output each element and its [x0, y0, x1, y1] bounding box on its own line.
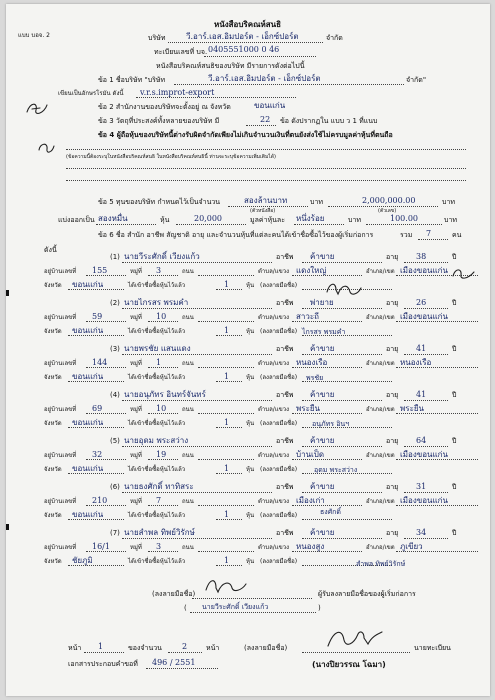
- address-label: อยู่บ้านเลขที่: [44, 360, 77, 367]
- sign-note-label: (ลงลายมือชื่อ): [260, 466, 298, 473]
- fill-line: [198, 505, 254, 506]
- shares-taken-label: ได้เข้าชื่อซื้อหุ้นไว้แล้ว: [128, 328, 186, 335]
- fill-line: [292, 275, 362, 276]
- fill-line: [302, 308, 382, 309]
- promoter-shares: 1: [224, 464, 230, 473]
- promoter-occupation: ค้าขาย: [310, 436, 335, 445]
- shares-taken-label: ได้เข้าชื่อซื้อหุ้นไว้แล้ว: [128, 420, 186, 427]
- promoter-number: (5): [110, 437, 120, 445]
- sign-note-label: (ลงลายมือชื่อ): [260, 420, 298, 427]
- fill-line: [86, 459, 126, 460]
- promoter-province: ขอนแก่น: [72, 372, 104, 381]
- company-label: บริษัท: [148, 34, 166, 42]
- district-label: อำเภอ/เขต: [366, 360, 395, 367]
- promoter-5-signature: อุดม พระสว่าง: [314, 466, 358, 474]
- promoter-shares: 1: [224, 326, 230, 335]
- province-label: จังหวัด: [44, 512, 62, 519]
- footer-doc-number: 496 / 2551: [152, 658, 196, 667]
- registrar-signature: [324, 626, 386, 652]
- promoter-house-number: 210: [92, 496, 108, 505]
- moo-label: หมู่ที่: [130, 314, 142, 321]
- moo-label: หมู่ที่: [130, 406, 142, 413]
- address-label: อยู่บ้านเลขที่: [44, 314, 77, 321]
- fill-line: [302, 354, 382, 355]
- fill-line: [86, 413, 126, 414]
- footer-signature: [202, 576, 248, 596]
- occupation-label: อาชีพ: [276, 483, 294, 491]
- promoter-moo: 10: [156, 312, 167, 321]
- registration-number: 0405551000 0 46: [208, 45, 280, 54]
- road-label: ถนน: [182, 544, 194, 551]
- fill-line: [148, 367, 178, 368]
- fill-line: [396, 505, 478, 506]
- fill-line: [216, 381, 242, 382]
- district-label: อำเภอ/เขต: [366, 452, 395, 459]
- district-label: อำเภอ/เขต: [366, 544, 395, 551]
- promoter-province: ขอนแก่น: [72, 280, 104, 289]
- promoter-3-signature: พรชัย: [306, 374, 324, 382]
- address-label: อยู่บ้านเลขที่: [44, 452, 77, 459]
- promoter-district: เมืองขอนแก่น: [400, 266, 448, 275]
- sign-note-label: (ลงลายมือชื่อ): [260, 282, 298, 289]
- promoter-district: เมืองขอนแก่น: [400, 496, 448, 505]
- memorandum-page: [6, 4, 490, 696]
- fill-line: [86, 367, 126, 368]
- clause-1-name: วี.อาร์.เอส.อิมปอร์ต - เอ็กซ์ปอร์ต: [208, 74, 321, 83]
- promoter-house-number: 16/1: [92, 542, 110, 551]
- promoter-moo: 10: [156, 404, 167, 413]
- fill-line: [302, 538, 382, 539]
- fill-line: [292, 551, 362, 552]
- shares-unit-label: หุ้น: [246, 374, 255, 381]
- clause-6-total: 7: [426, 229, 432, 238]
- footer-of-label: ของจำนวน: [128, 644, 162, 652]
- shares-unit-label: หุ้น: [246, 558, 255, 565]
- promoter-occupation: ค้าขาย: [310, 528, 335, 537]
- year-label: ปี: [452, 483, 457, 491]
- fill-line: [302, 262, 382, 263]
- clause-4-note: (ข้อความนี้ต้องระบุในหนังสือบริคณห์สนธิ ในหนังสือบริคณห์สนธินี้ ท่านจะระบุข้อความเพิ่มเติมได้): [66, 154, 276, 160]
- sign-note-label: (ลงลายมือชื่อ): [260, 558, 298, 565]
- shares-taken-label: ได้เข้าชื่อซื้อหุ้นไว้แล้ว: [128, 374, 186, 381]
- fill-line: [216, 473, 242, 474]
- clause-4-label: ข้อ 4 ผู้ถือหุ้นของบริษัทนี้ต่างรับผิดจำกัดเพียงไม่เกินจำนวนเงินที่ตนยังส่งใช้ไม่ครบมูลค่าหุ้นที่ตนถือ: [98, 131, 393, 139]
- year-label: ปี: [452, 345, 457, 353]
- fill-line: [86, 275, 126, 276]
- fill-line: [148, 459, 178, 460]
- fill-line: [404, 308, 448, 309]
- clause-5-shares-label: หุ้น: [160, 216, 170, 224]
- fill-line: [404, 400, 448, 401]
- age-label: อายุ: [386, 345, 399, 353]
- promoter-moo: 19: [156, 450, 167, 459]
- road-label: ถนน: [182, 360, 194, 367]
- promoter-number: (2): [110, 299, 120, 307]
- fill-line: [302, 519, 392, 520]
- shares-taken-label: ได้เข้าชื่อซื้อหุ้นไว้แล้ว: [128, 558, 186, 565]
- district-label: อำเภอ/เขต: [366, 406, 395, 413]
- year-label: ปี: [452, 253, 457, 261]
- promoter-age: 64: [416, 436, 427, 445]
- promoter-moo: 1: [156, 358, 162, 367]
- fill-line: [216, 427, 242, 428]
- promoter-name: นายไกรสร พรมคำ: [124, 298, 189, 307]
- promoter-occupation: ค้าขาย: [310, 390, 335, 399]
- fill-line: [396, 459, 478, 460]
- occupation-label: อาชีพ: [276, 253, 294, 261]
- fill-line: [292, 459, 362, 460]
- promoter-name: นายอุดม พระสว่าง: [124, 436, 189, 445]
- sign-note-label: (ลงลายมือชื่อ): [260, 512, 298, 519]
- fill-line: [122, 354, 272, 355]
- fill-line: [148, 413, 178, 414]
- clause-5-unit: บาท: [310, 198, 323, 206]
- words-note: (ตัวหนังสือ): [250, 208, 276, 214]
- moo-label: หมู่ที่: [130, 360, 142, 367]
- age-label: อายุ: [386, 529, 399, 537]
- promoter-district: เมืองขอนแก่น: [400, 312, 448, 321]
- fill-line: [68, 427, 124, 428]
- fill-line: [216, 289, 242, 290]
- fill-line: [68, 381, 124, 382]
- registrar-name: (นางปิยวรรณ โฉมา): [312, 660, 386, 669]
- province-label: จังหวัด: [44, 466, 62, 473]
- road-label: ถนน: [182, 452, 194, 459]
- promoter-subdistrict: หนองเรือ: [296, 358, 328, 367]
- promoter-house-number: 32: [92, 450, 103, 459]
- footer-page-number: 1: [98, 642, 104, 651]
- fill-line: [302, 492, 382, 493]
- fill-line: [68, 335, 124, 336]
- margin-initial-mark: [24, 100, 50, 118]
- shares-unit-label: หุ้น: [246, 282, 255, 289]
- fill-line: [122, 446, 272, 447]
- sign-note-label: (ลงลายมือชื่อ): [260, 374, 298, 381]
- promoter-subdistrict: แดงใหญ่: [296, 266, 327, 275]
- promoter-age: 31: [416, 482, 427, 491]
- promoter-age: 26: [416, 298, 427, 307]
- fill-line: [216, 335, 242, 336]
- fill-line: [198, 413, 254, 414]
- footer-page-unit: หน้า: [206, 644, 220, 652]
- fill-line: [122, 308, 272, 309]
- fill-line: [396, 321, 478, 322]
- clause-1-roman-label: เขียนเป็นอักษรโรมัน ดังนี้: [58, 90, 124, 97]
- clause-1-roman-value: v.r.s.improt-export: [140, 88, 215, 97]
- moo-label: หมู่ที่: [130, 452, 142, 459]
- age-label: อายุ: [386, 253, 399, 261]
- age-label: อายุ: [386, 299, 399, 307]
- clause-6-total-label: รวม: [400, 231, 413, 239]
- fill-line: [148, 275, 178, 276]
- fill-line: [68, 519, 124, 520]
- clause-5-split-text: สองหมื่น: [98, 214, 128, 223]
- fill-line: [148, 551, 178, 552]
- promoter-name: นายสำพล ทิพย์วิรักษ์: [124, 528, 195, 537]
- road-label: ถนน: [182, 314, 194, 321]
- address-label: อยู่บ้านเลขที่: [44, 544, 77, 551]
- promoter-province: ชัยภูมิ: [72, 556, 93, 565]
- clause-5-value-label: มูลค่าหุ้นละ: [250, 216, 285, 224]
- province-label: จังหวัด: [44, 374, 62, 381]
- address-label: อยู่บ้านเลขที่: [44, 406, 77, 413]
- number-note: (ตัวเลข): [378, 208, 397, 214]
- year-label: ปี: [452, 391, 457, 399]
- address-label: อยู่บ้านเลขที่: [44, 498, 77, 505]
- occupation-label: อาชีพ: [276, 529, 294, 537]
- clause-5-text: สองล้านบาท: [244, 196, 288, 205]
- clause-5-unit-2: บาท: [442, 198, 455, 206]
- footer-page-label: หน้า: [68, 644, 82, 652]
- road-label: ถนน: [182, 406, 194, 413]
- promoter-subdistrict: หนองสูง: [296, 542, 325, 551]
- fill-line: [404, 354, 448, 355]
- registrar-sign-label: (ลงลายมือชื่อ): [244, 644, 288, 652]
- intro-text: หนังสือบริคณห์สนธิของบริษัท มีรายการดังต่อไปนี้: [156, 62, 305, 70]
- scan-mark: [6, 290, 9, 296]
- fill-line: [216, 519, 242, 520]
- fill-line: [396, 367, 478, 368]
- fill-line: [122, 492, 272, 493]
- clause-5-value-text: หนึ่งร้อย: [296, 214, 325, 223]
- promoter-number: (7): [110, 529, 120, 537]
- registration-label: ทะเบียนเลขที่ บจ.: [154, 48, 208, 56]
- district-label: อำเภอ/เขต: [366, 314, 395, 321]
- promoter-occupation: พ่ายาย: [310, 298, 334, 307]
- shares-taken-label: ได้เข้าชื่อซื้อหุ้นไว้แล้ว: [128, 466, 186, 473]
- occupation-label: อาชีพ: [276, 391, 294, 399]
- footer-close-paren: ): [318, 604, 321, 612]
- district-label: อำเภอ/เขต: [366, 268, 395, 275]
- promoter-province: ขอนแก่น: [72, 464, 104, 473]
- clause-6-label: ข้อ 6 ชื่อ สำนัก อาชีพ สัญชาติ อายุ และจำนวนหุ้นที่แต่ละคนได้เข้าชื่อซื้อไว้ของผู้เริ่มก่อการ: [98, 231, 374, 239]
- fill-line: [302, 446, 382, 447]
- clause-5-split-label: แบ่งออกเป็น: [58, 216, 95, 224]
- clause-3-suffix: ข้อ ดังปรากฏใน แบบ ว 1 ที่แนบ: [280, 117, 378, 125]
- promoter-province: ขอนแก่น: [72, 326, 104, 335]
- fill-line: [68, 565, 124, 566]
- margin-initial-mark: [450, 266, 480, 282]
- moo-label: หมู่ที่: [130, 268, 142, 275]
- scan-mark: [6, 524, 9, 530]
- fill-line: [86, 505, 126, 506]
- subdistrict-label: ตำบล/แขวง: [258, 452, 290, 459]
- promoter-4-signature: อนุภัทร อินฯ: [312, 420, 350, 428]
- promoter-shares: 1: [224, 280, 230, 289]
- clause-3-count: 22: [260, 115, 271, 124]
- fill-line: [292, 505, 362, 506]
- promoter-subdistrict: สาวะถี: [296, 312, 320, 321]
- footer-doc-label: เอกสารประกอบคำขอที่: [68, 660, 138, 668]
- province-label: จังหวัด: [44, 282, 62, 289]
- fill-line: [396, 551, 478, 552]
- promoter-number: (1): [110, 253, 120, 261]
- promoter-number: (3): [110, 345, 120, 353]
- fill-line: [68, 473, 124, 474]
- fill-line: [86, 551, 126, 552]
- promoter-moo: 3: [156, 542, 162, 551]
- fill-line: [148, 505, 178, 506]
- subdistrict-label: ตำบล/แขวง: [258, 544, 290, 551]
- promoter-age: 38: [416, 252, 427, 261]
- fill-line: [292, 321, 362, 322]
- occupation-label: อาชีพ: [276, 437, 294, 445]
- promoter-district: พระยืน: [400, 404, 425, 413]
- fill-line: [302, 400, 382, 401]
- address-label: อยู่บ้านเลขที่: [44, 268, 77, 275]
- fill-line: [148, 321, 178, 322]
- promoter-7-signature: สำพล ทิพย์วิรักษ์: [356, 560, 406, 568]
- fill-line: [198, 459, 254, 460]
- promoter-shares: 1: [224, 510, 230, 519]
- fill-line: [404, 492, 448, 493]
- age-label: อายุ: [386, 391, 399, 399]
- fill-line: [86, 321, 126, 322]
- fill-line: [404, 446, 448, 447]
- fill-line: [122, 262, 272, 263]
- promoter-name: นายวีระศักดิ์ เวียงแก้ว: [124, 252, 200, 261]
- promoter-house-number: 69: [92, 404, 103, 413]
- footer-signer-name: นายวีระศักดิ์ เวียงแก้ว: [202, 603, 269, 611]
- clause-5-value-unit: บาท: [348, 216, 361, 224]
- promoter-house-number: 155: [92, 266, 108, 275]
- clause-3-label: ข้อ 3 วัตถุที่ประสงค์ทั้งหลายของบริษัท มี: [98, 117, 220, 125]
- moo-label: หมู่ที่: [130, 498, 142, 505]
- company-name: วี.อาร์.เอส.อิมปอร์ต - เอ็กซ์ปอร์ต: [186, 32, 299, 41]
- age-label: อายุ: [386, 483, 399, 491]
- promoter-6-signature: ธงศักดิ์: [320, 508, 341, 516]
- subdistrict-label: ตำบล/แขวง: [258, 314, 290, 321]
- subdistrict-label: ตำบล/แขวง: [258, 268, 290, 275]
- footer-open-paren: (: [184, 604, 187, 612]
- footer-signer-role: ผู้รับลงลายมือชื่อของผู้เริ่มก่อการ: [318, 590, 416, 598]
- clause-1-label: ข้อ 1 ชื่อบริษัท "บริษัท: [98, 76, 166, 84]
- fill-line: [122, 400, 272, 401]
- promoter-moo: 3: [156, 266, 162, 275]
- promoter-subdistrict: บ้านเป็ด: [296, 450, 325, 459]
- year-label: ปี: [452, 437, 457, 445]
- province-label: จังหวัด: [44, 420, 62, 427]
- clause-5-value-num: 100.00: [390, 214, 418, 223]
- fill-line: [198, 551, 254, 552]
- promoter-age: 41: [416, 390, 427, 399]
- promoter-moo: 7: [156, 496, 162, 505]
- subdistrict-label: ตำบล/แขวง: [258, 406, 290, 413]
- promoter-age: 41: [416, 344, 427, 353]
- promoter-house-number: 144: [92, 358, 108, 367]
- fill-line: [292, 413, 362, 414]
- shares-unit-label: หุ้น: [246, 420, 255, 427]
- promoter-number: (6): [110, 483, 120, 491]
- promoter-shares: 1: [224, 556, 230, 565]
- clause-5-shares-num: 20,000: [194, 214, 222, 223]
- promoter-shares: 1: [224, 372, 230, 381]
- subdistrict-label: ตำบล/แขวง: [258, 360, 290, 367]
- clause-5-amount: 2,000,000.00: [362, 196, 416, 205]
- promoter-subdistrict: พระยืน: [296, 404, 321, 413]
- promoter-district: ภูเขียว: [400, 542, 423, 551]
- promoter-district: หนองเรือ: [400, 358, 432, 367]
- clause-2-label: ข้อ 2 สำนักงานของบริษัทจะตั้งอยู่ ณ จังหวัด: [98, 103, 231, 111]
- promoter-subdistrict: เมืองเก่า: [296, 496, 325, 505]
- year-label: ปี: [452, 299, 457, 307]
- promoter-occupation: ค้าขาย: [310, 344, 335, 353]
- district-label: อำเภอ/เขต: [366, 498, 395, 505]
- margin-initial-mark: [36, 140, 56, 156]
- promoter-house-number: 59: [92, 312, 103, 321]
- fill-line: [198, 367, 254, 368]
- shares-unit-label: หุ้น: [246, 512, 255, 519]
- shares-taken-label: ได้เข้าชื่อซื้อหุ้นไว้แล้ว: [128, 282, 186, 289]
- road-label: ถนน: [182, 498, 194, 505]
- company-suffix: จำกัด: [326, 34, 343, 42]
- promoter-province: ขอนแก่น: [72, 510, 104, 519]
- shares-unit-label: หุ้น: [246, 466, 255, 473]
- promoter-2-signature: ไกรสร พรมคำ: [302, 328, 346, 336]
- promoter-shares: 1: [224, 418, 230, 427]
- clause-2-value: ขอนแก่น: [254, 101, 286, 110]
- clause-5-value-unit-2: บาท: [444, 216, 457, 224]
- shares-taken-label: ได้เข้าชื่อซื้อหุ้นไว้แล้ว: [128, 512, 186, 519]
- clause-1-suffix: จำกัด": [406, 76, 427, 84]
- province-label: จังหวัด: [44, 558, 62, 565]
- shares-unit-label: หุ้น: [246, 328, 255, 335]
- province-label: จังหวัด: [44, 328, 62, 335]
- promoter-number: (4): [110, 391, 120, 399]
- road-label: ถนน: [182, 268, 194, 275]
- promoter-occupation: ค้าขาย: [310, 252, 335, 261]
- clause-6-cont: ดังนี้: [44, 246, 57, 254]
- promoter-district: เมืองขอนแก่น: [400, 450, 448, 459]
- fill-line: [122, 538, 272, 539]
- occupation-label: อาชีพ: [276, 299, 294, 307]
- promoter-name: นายอนุภัทร อินทร์จันทร์: [124, 390, 206, 399]
- fill-line: [292, 367, 362, 368]
- fill-line: [404, 538, 448, 539]
- promoter-name: นายพรชัย แสนแดง: [124, 344, 191, 353]
- page-title: หนังสือบริคณห์สนธิ: [214, 20, 281, 29]
- fill-line: [396, 413, 478, 414]
- registrar-role: นายทะเบียน: [414, 644, 451, 652]
- fill-line: [198, 321, 254, 322]
- moo-label: หมู่ที่: [130, 544, 142, 551]
- fill-line: [198, 275, 254, 276]
- year-label: ปี: [452, 529, 457, 537]
- fill-line: [404, 262, 448, 263]
- clause-6-unit: คน: [452, 231, 462, 239]
- fill-line: [68, 289, 124, 290]
- promoter-occupation: ค้าขาย: [310, 482, 335, 491]
- promoter-age: 34: [416, 528, 427, 537]
- promoter-name: นายธงศักดิ์ ทาทิสระ: [124, 482, 194, 491]
- age-label: อายุ: [386, 437, 399, 445]
- fill-line: [216, 565, 242, 566]
- promoter-province: ขอนแก่น: [72, 418, 104, 427]
- occupation-label: อาชีพ: [276, 345, 294, 353]
- footer-page-total: 2: [182, 642, 188, 651]
- subdistrict-label: ตำบล/แขวง: [258, 498, 290, 505]
- clause-5-label: ข้อ 5 ทุนของบริษัท กำหนดไว้เป็นจำนวน: [98, 198, 221, 206]
- form-code: แบบ บอจ. 2: [18, 32, 50, 39]
- footer-sign-label: (ลงลายมือชื่อ): [152, 590, 196, 598]
- sign-note-label: (ลงลายมือชื่อ): [260, 328, 298, 335]
- promoter-1-signature: [324, 280, 364, 298]
